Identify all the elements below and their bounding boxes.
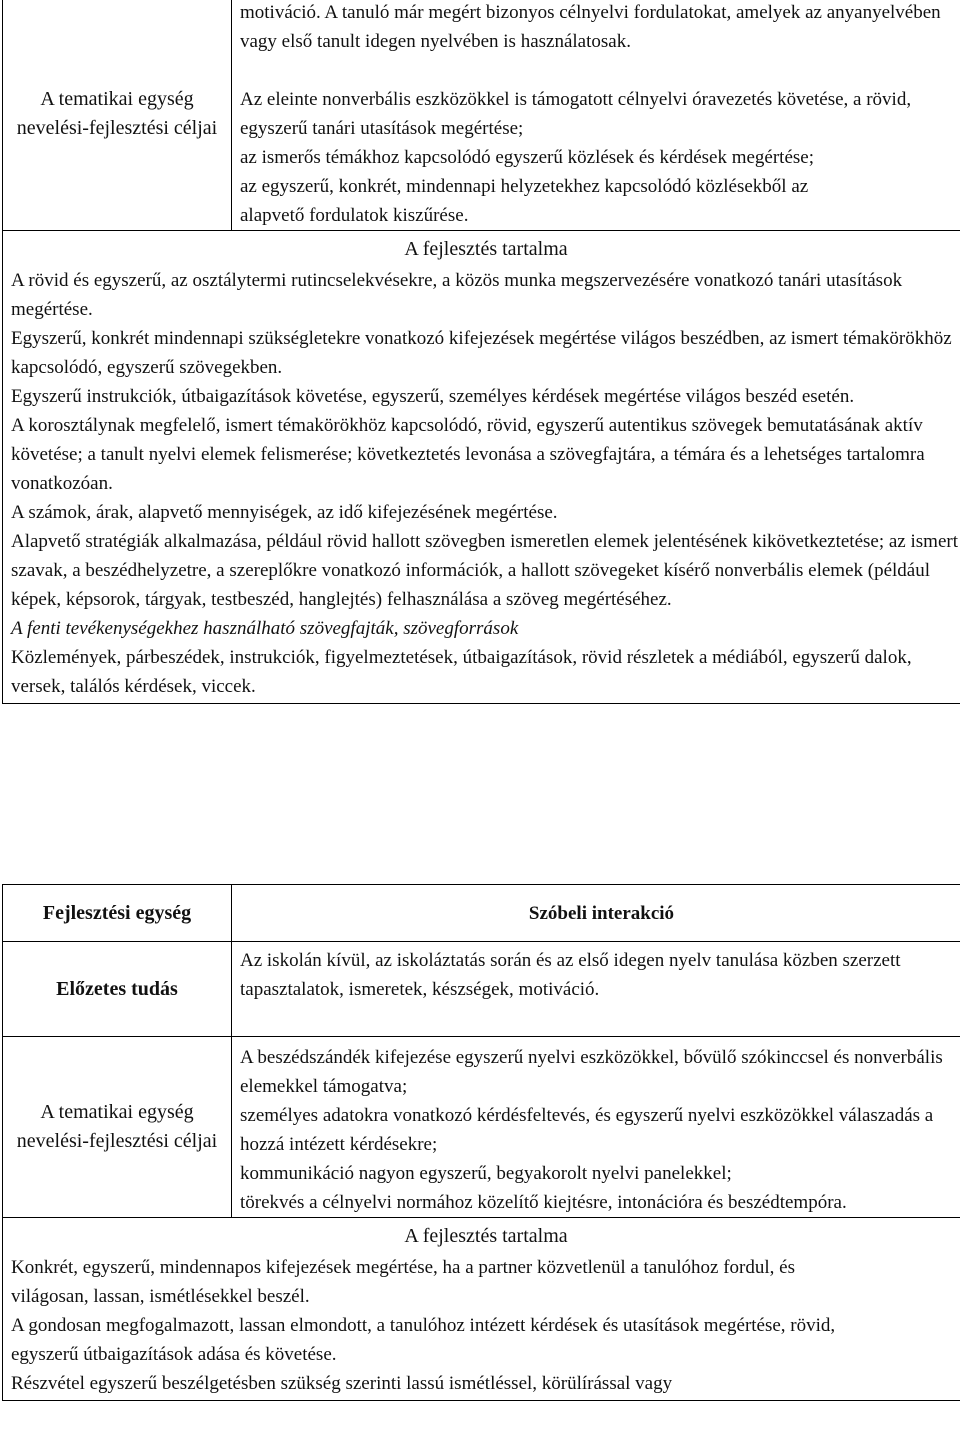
content-paragraph: A számok, árak, alapvető mennyiségek, az idő kifejezésének megértése. — [11, 502, 558, 523]
section-heading: A fejlesztés tartalma — [404, 1225, 568, 1247]
content-paragraph: Részvétel egyszerű beszélgetésben szükség szerinti lassú ismétléssel, körülírással vagy — [11, 1373, 673, 1394]
text-types-heading: A fenti tevékenységekhez használható szövegfajták, szövegforrások — [11, 618, 519, 639]
content-paragraph: Konkrét, egyszerű, mindennapos kifejezések megértése, ha a partner közvetlenül a tanulóhoz fordul, és világosan, lassan, ismétlésekkel beszél. — [11, 1257, 795, 1307]
goals-table-1 — [2, 0, 960, 704]
content2-cell — [3, 1218, 960, 1401]
goals2-label-cell — [3, 1037, 232, 1218]
goals2-text-cell — [232, 1037, 960, 1218]
goal-line: az egyszerű, konkrét, mindennapi helyzetekhez kapcsolódó közlésekből az alapvető fordulatok kiszűrése. — [240, 176, 809, 226]
goals-label: A tematikai egység nevelési-fejlesztési céljai — [16, 88, 218, 139]
content-cell — [3, 231, 960, 704]
unit-label: Fejlesztési egység — [42, 901, 192, 924]
content-paragraph: Alapvető stratégiák alkalmazása, például rövid hallott szövegben ismeretlen elemek jelentésének kikövetkeztetése; az ismert szavak, a beszédhelyzetre, a szereplőkre vonatkozó információk, a hallott szövegeket kísérő nonverbális elemek (például képek, képsorok, tárgyak, testbeszéd, hanglejtés) felhasználása a szöveg megértéséhez. — [11, 531, 958, 610]
content-paragraph: A gondosan megfogalmazott, lassan elmondott, a tanulóhoz intézett kérdések és utasítások megértése, rövid, egyszerű útbaigazítások adása és követése. — [11, 1315, 836, 1365]
content-paragraph: Egyszerű instrukciók, útbaigazítások követése, egyszerű, személyes kérdések megértése világos beszéd esetén. — [11, 386, 855, 407]
goal-line: az ismerős témákhoz kapcsolódó egyszerű közlések és kérdések megértése; — [240, 147, 814, 168]
goals-label-cell — [3, 0, 232, 231]
goals-table-2 — [2, 884, 960, 1401]
goals-text-cell — [232, 0, 960, 231]
goals2-label: A tematikai egység nevelési-fejlesztési céljai — [16, 1101, 218, 1152]
goal-line: kommunikáció nagyon egyszerű, begyakorolt nyelvi panelekkel; — [240, 1163, 732, 1184]
content-paragraph: A korosztálynak megfelelő, ismert témakörökhöz kapcsolódó, rövid, egyszerű autentikus szövegek bemutatásának aktív követése; a tanult nyelvi elemek felismerése; következtetés levonása a szövegfajtára, a témára és a lehetséges tartalomra vonatkozóan. — [11, 415, 925, 494]
prior-value-cell — [232, 942, 960, 1037]
goal-line: Az eleinte nonverbális eszközökkel is támogatott célnyelvi óravezetés követése, a rövid, egyszerű tanári utasítások megértése; — [240, 89, 912, 139]
goal-line: személyes adatokra vonatkozó kérdésfeltevés, és egyszerű nyelvi eszközökkel válaszadás a hozzá intézett kérdésekre; — [240, 1105, 934, 1155]
prior-continuation: motiváció. A tanuló már megért bizonyos célnyelvi fordulatokat, amelyek az anyanyelvében vagy első tanult idegen nyelvében is használatosak. — [240, 2, 941, 52]
goal-line: törekvés a célnyelvi normához közelítő kiejtésre, intonációra és beszédtempóra. — [240, 1192, 847, 1213]
content-paragraph: A rövid és egyszerű, az osztálytermi rutincselekvésekre, a közös munka megszervezésére vonatkozó tanári utasítások megértése. — [11, 270, 903, 320]
text-types: Közlemények, párbeszédek, instrukciók, figyelmeztetések, útbaigazítások, rövid részletek a médiából, egyszerű dalok, versek, találós kérdések, viccek. — [11, 647, 912, 697]
goal-line: A beszédszándék kifejezése egyszerű nyelvi eszközökkel, bővülő szókinccsel és nonverbális elemekkel támogatva; — [240, 1047, 943, 1097]
section-heading: A fejlesztés tartalma — [404, 238, 568, 260]
unit-label-cell — [3, 885, 232, 942]
prior-value: Az iskolán kívül, az iskoláztatás során és az első idegen nyelv tanulása közben szerzett tapasztalatok, ismeretek, készségek, motiváció. — [240, 950, 901, 1000]
unit-value: Szóbeli interakció — [528, 902, 675, 924]
prior-label: Előzetes tudás — [56, 977, 178, 1000]
unit-value-cell — [232, 885, 960, 942]
prior-label-cell — [3, 942, 232, 1037]
content-paragraph: Egyszerű, konkrét mindennapi szükségletekre vonatkozó kifejezések megértése világos beszédben, az ismert témakörökhöz kapcsolódó, egyszerű szövegekben. — [11, 328, 952, 378]
